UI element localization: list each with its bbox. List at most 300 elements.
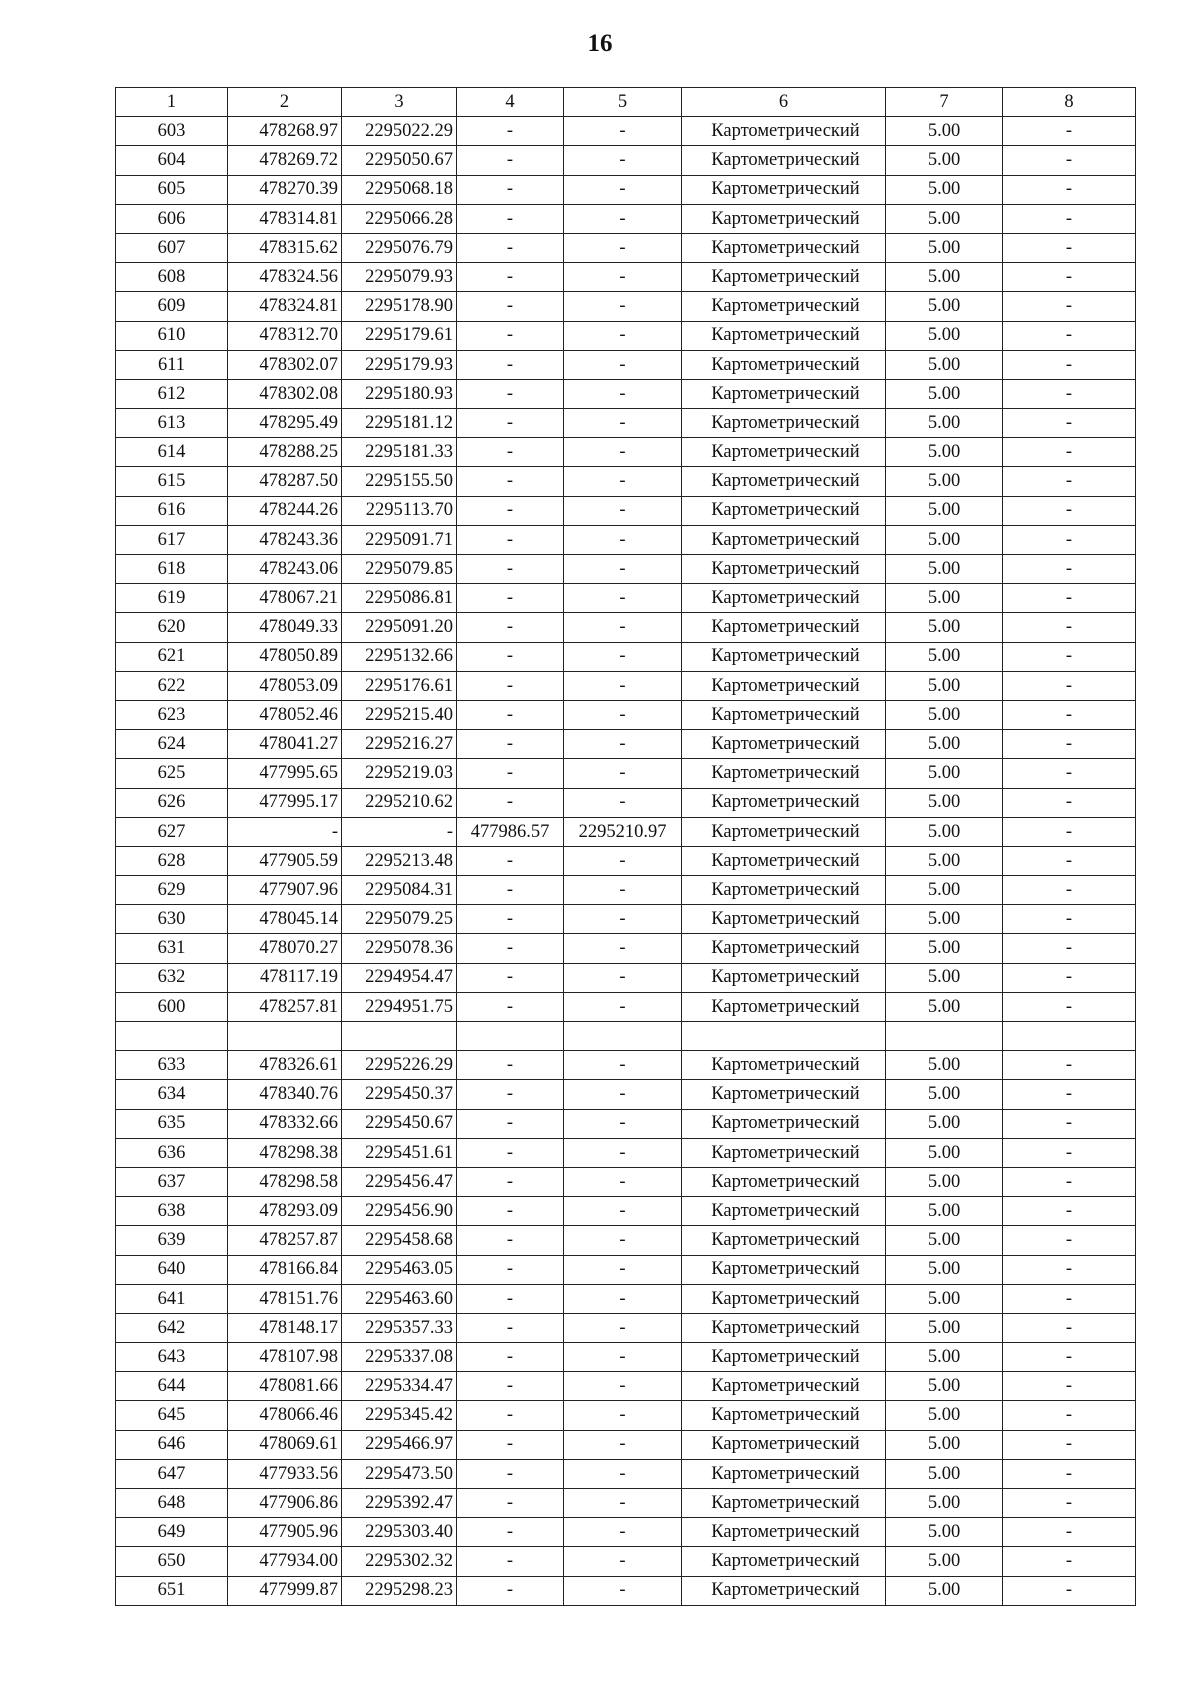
table-row [116,175,1136,204]
table-cell: - [457,671,564,700]
table-cell: 2295076.79 [342,233,457,262]
table-cell: 5.00 [886,963,1003,992]
table-cell: 5.00 [886,117,1003,146]
table-cell: Картометрический [682,1372,886,1401]
table-cell: 5.00 [886,613,1003,642]
table-cell: Картометрический [682,817,886,846]
table-cell: - [457,759,564,788]
table-cell: - [564,1313,682,1342]
table-cell: - [564,555,682,584]
table-cell: - [1003,555,1136,584]
table-cell: - [564,1401,682,1430]
table-cell: - [457,1138,564,1167]
table-cell: - [457,613,564,642]
table-cell: Картометрический [682,1109,886,1138]
table-cell: - [457,700,564,729]
table-cell: - [457,409,564,438]
table-cell: - [1003,175,1136,204]
table-cell: 625 [116,759,228,788]
table-cell: - [564,204,682,233]
table-cell: - [1003,1255,1136,1284]
table-cell: 640 [116,1255,228,1284]
table-cell: - [564,1284,682,1313]
table-cell: Картометрический [682,467,886,496]
table-cell: 5.00 [886,379,1003,408]
table-cell: - [1003,759,1136,788]
table-cell: 604 [116,146,228,175]
table-cell: - [457,321,564,350]
column-header: 3 [342,88,457,117]
table-cell: - [564,934,682,963]
table-cell: 608 [116,263,228,292]
table-row [116,1372,1136,1401]
table-cell: - [1003,1226,1136,1255]
table-row [116,1430,1136,1459]
table-cell: 5.00 [886,175,1003,204]
table-cell: 2295298.23 [342,1576,457,1605]
table-cell: - [564,1080,682,1109]
table-cell: 607 [116,233,228,262]
table-cell: 2295180.93 [342,379,457,408]
table-cell: Картометрический [682,963,886,992]
table-cell: 5.00 [886,1197,1003,1226]
table-cell: - [564,263,682,292]
table-cell: 5.00 [886,788,1003,817]
table-row [116,1313,1136,1342]
table-cell: - [1003,146,1136,175]
table-cell: - [457,584,564,613]
table-cell: Картометрический [682,876,886,905]
table-cell: Картометрический [682,555,886,584]
table-cell: 614 [116,438,228,467]
table-cell: - [1003,905,1136,934]
table-cell: - [1003,700,1136,729]
table-cell: Картометрический [682,233,886,262]
table-cell: - [564,321,682,350]
table-cell: 5.00 [886,1313,1003,1342]
table-cell: - [1003,1080,1136,1109]
table-cell: - [457,1372,564,1401]
table-cell: - [1003,1547,1136,1576]
table-cell: - [564,1547,682,1576]
table-cell: 630 [116,905,228,934]
table-cell: - [1003,817,1136,846]
table-cell: - [564,1430,682,1459]
table-row [116,1576,1136,1605]
table-cell: - [564,233,682,262]
table-cell: 478314.81 [228,204,342,233]
table-cell: - [457,846,564,875]
table-cell: 606 [116,204,228,233]
table-cell: - [1003,292,1136,321]
table-cell: - [564,584,682,613]
table-cell: 2295022.29 [342,117,457,146]
table-cell: 5.00 [886,525,1003,554]
table-cell: 5.00 [886,233,1003,262]
table-cell: 5.00 [886,292,1003,321]
table-cell: - [457,379,564,408]
table-cell: 477934.00 [228,1547,342,1576]
table-cell: 610 [116,321,228,350]
table-cell: Картометрический [682,204,886,233]
table-cell: - [1003,438,1136,467]
table-cell: Картометрический [682,496,886,525]
table-cell: 2295466.97 [342,1430,457,1459]
table-row [116,233,1136,262]
table-cell: 5.00 [886,1080,1003,1109]
table-cell: - [1003,730,1136,759]
table-cell: 2295050.67 [342,146,457,175]
table-cell: 2295215.40 [342,700,457,729]
table-cell: 2295451.61 [342,1138,457,1167]
table-cell: 648 [116,1489,228,1518]
table-cell: 2295213.48 [342,846,457,875]
table-cell: 478269.72 [228,146,342,175]
table-cell: Картометрический [682,1255,886,1284]
table-cell: Картометрический [682,1197,886,1226]
table-row [116,934,1136,963]
table-cell: 5.00 [886,992,1003,1021]
table-cell: Картометрический [682,146,886,175]
table-row [116,1401,1136,1430]
table-cell: - [564,496,682,525]
table-cell: - [564,467,682,496]
table-cell: 2295132.66 [342,642,457,671]
table-cell: - [228,817,342,846]
table-cell: 5.00 [886,1518,1003,1547]
table-cell: 478298.58 [228,1167,342,1196]
table-cell: - [1003,963,1136,992]
header-row [116,88,1136,117]
table-row [116,1080,1136,1109]
table-row [116,1197,1136,1226]
table-cell: 651 [116,1576,228,1605]
table-cell: 478312.70 [228,321,342,350]
table-cell: 2295210.97 [564,817,682,846]
table-cell: 2294951.75 [342,992,457,1021]
table-cell: 478107.98 [228,1343,342,1372]
table-cell: Картометрический [682,1430,886,1459]
table-cell: - [457,438,564,467]
table-separator-row [116,1022,1136,1051]
table-cell: 478324.81 [228,292,342,321]
table-cell: 611 [116,350,228,379]
table-row [116,1284,1136,1313]
table-cell: - [564,788,682,817]
table-cell: - [564,1255,682,1284]
table-cell: - [1003,934,1136,963]
table-cell: Картометрический [682,788,886,817]
table-cell: - [1003,117,1136,146]
table-cell: 2295176.61 [342,671,457,700]
table-cell: - [1003,204,1136,233]
table-cell: 612 [116,379,228,408]
table-row [116,1109,1136,1138]
table-cell: 636 [116,1138,228,1167]
table-cell: 650 [116,1547,228,1576]
separator-cell [228,1022,342,1051]
table-cell: 5.00 [886,584,1003,613]
table-cell: - [564,438,682,467]
table-row [116,963,1136,992]
table-cell: - [1003,1167,1136,1196]
table-row [116,263,1136,292]
table-cell: Картометрический [682,992,886,1021]
table-cell: 478151.76 [228,1284,342,1313]
table-cell: 5.00 [886,1284,1003,1313]
table-cell: Картометрический [682,1489,886,1518]
table-cell: 5.00 [886,1401,1003,1430]
table-cell: 478053.09 [228,671,342,700]
table-cell: 478069.61 [228,1430,342,1459]
table-cell: Картометрический [682,1343,886,1372]
table-cell: - [457,1518,564,1547]
table-cell: 632 [116,963,228,992]
table-cell: 5.00 [886,1226,1003,1255]
table-cell: - [457,1167,564,1196]
table-cell: - [564,759,682,788]
table-cell: 478244.26 [228,496,342,525]
table-cell: 631 [116,934,228,963]
table-cell: 477907.96 [228,876,342,905]
separator-cell [1003,1022,1136,1051]
table-cell: - [457,1459,564,1488]
table-cell: - [457,1051,564,1080]
table-cell: 621 [116,642,228,671]
table-cell: 5.00 [886,321,1003,350]
table-cell: 478243.36 [228,525,342,554]
table-cell: - [1003,350,1136,379]
table-cell: - [564,671,682,700]
table-cell: 5.00 [886,204,1003,233]
table-cell: - [457,934,564,963]
table-cell: 626 [116,788,228,817]
table-cell: 5.00 [886,555,1003,584]
table-cell: 627 [116,817,228,846]
table-cell: Картометрический [682,1459,886,1488]
table-cell: - [1003,263,1136,292]
table-cell: - [564,1372,682,1401]
table-cell: 2295219.03 [342,759,457,788]
table-cell: Картометрический [682,117,886,146]
table-cell: - [457,963,564,992]
table-cell: 5.00 [886,1255,1003,1284]
table-cell: - [1003,233,1136,262]
table-cell: 5.00 [886,1167,1003,1196]
table-cell: 478045.14 [228,905,342,934]
table-cell: - [457,1197,564,1226]
table-cell: 620 [116,613,228,642]
table-cell: - [564,1109,682,1138]
table-cell: - [564,700,682,729]
table-cell: - [1003,1372,1136,1401]
table-cell: - [564,992,682,1021]
table-cell: 2295179.93 [342,350,457,379]
table-cell: 639 [116,1226,228,1255]
table-cell: 2295456.47 [342,1167,457,1196]
table-cell: 5.00 [886,146,1003,175]
table-cell: - [457,1313,564,1342]
table-cell: Картометрический [682,1138,886,1167]
table-cell: - [564,905,682,934]
table-cell: 478287.50 [228,467,342,496]
table-row [116,555,1136,584]
table-row [116,1226,1136,1255]
table-row [116,409,1136,438]
table-cell: 2295086.81 [342,584,457,613]
table-cell: 2294954.47 [342,963,457,992]
table-row [116,1167,1136,1196]
table-cell: 478270.39 [228,175,342,204]
table-cell: 5.00 [886,496,1003,525]
coordinates-table [115,87,1136,1606]
table-cell: - [1003,379,1136,408]
table-cell: - [457,1255,564,1284]
table-cell: - [1003,613,1136,642]
table-row [116,788,1136,817]
table-cell: - [457,1109,564,1138]
table-row [116,584,1136,613]
table-cell: 2295084.31 [342,876,457,905]
table-cell: - [564,350,682,379]
table-cell: 5.00 [886,1372,1003,1401]
separator-cell [886,1022,1003,1051]
table-cell: 5.00 [886,350,1003,379]
table-row [116,117,1136,146]
table-cell: 5.00 [886,759,1003,788]
table-cell: - [457,175,564,204]
table-cell: - [564,730,682,759]
table-cell: 478295.49 [228,409,342,438]
table-cell: 2295079.25 [342,905,457,934]
table-cell: - [457,292,564,321]
table-cell: 478050.89 [228,642,342,671]
table-cell: 5.00 [886,876,1003,905]
table-cell: 478340.76 [228,1080,342,1109]
table-row [116,730,1136,759]
table-cell: 478332.66 [228,1109,342,1138]
table-cell: - [1003,1284,1136,1313]
table-cell: 2295178.90 [342,292,457,321]
table-cell: 5.00 [886,934,1003,963]
table-row [116,379,1136,408]
table-cell: 2295458.68 [342,1226,457,1255]
table-cell: 617 [116,525,228,554]
table-cell: 478066.46 [228,1401,342,1430]
table-cell: 2295210.62 [342,788,457,817]
table-cell: Картометрический [682,1313,886,1342]
column-header: 4 [457,88,564,117]
table-cell: - [564,876,682,905]
table-cell: 5.00 [886,905,1003,934]
table-cell: 2295345.42 [342,1401,457,1430]
table-cell: Картометрический [682,321,886,350]
table-cell: 478052.46 [228,700,342,729]
table-row [116,1518,1136,1547]
table-cell: - [1003,1430,1136,1459]
table-cell: - [457,1430,564,1459]
table-row [116,525,1136,554]
table-cell: 605 [116,175,228,204]
table-cell: - [564,846,682,875]
table-cell: 5.00 [886,700,1003,729]
table-cell: 622 [116,671,228,700]
column-header: 7 [886,88,1003,117]
table-cell: - [1003,584,1136,613]
table-cell: - [1003,1109,1136,1138]
table-cell: - [457,788,564,817]
table-cell: - [457,1284,564,1313]
table-cell: - [1003,788,1136,817]
separator-cell [682,1022,886,1051]
column-header: 8 [1003,88,1136,117]
table-cell: 2295456.90 [342,1197,457,1226]
table-cell: - [1003,525,1136,554]
table-cell: 478302.07 [228,350,342,379]
table-cell: - [1003,642,1136,671]
table-cell: 477906.86 [228,1489,342,1518]
table-cell: 634 [116,1080,228,1109]
table-cell: Картометрический [682,730,886,759]
table-cell: 2295091.20 [342,613,457,642]
table-row [116,671,1136,700]
table-cell: 2295450.37 [342,1080,457,1109]
table-cell: 616 [116,496,228,525]
table-cell: - [1003,1489,1136,1518]
table-cell: - [564,117,682,146]
table-cell: 2295303.40 [342,1518,457,1547]
table-cell: Картометрический [682,1401,886,1430]
table-row [116,846,1136,875]
table-cell: 2295181.12 [342,409,457,438]
table-cell: Картометрический [682,759,886,788]
table-cell: 600 [116,992,228,1021]
table-cell: 5.00 [886,1343,1003,1372]
table-cell: 478302.08 [228,379,342,408]
table-cell: 5.00 [886,438,1003,467]
table-row [116,700,1136,729]
table-row [116,1138,1136,1167]
table-row [116,438,1136,467]
table-cell: - [564,1051,682,1080]
table-cell: 478257.87 [228,1226,342,1255]
table-cell: Картометрический [682,350,886,379]
table-cell: - [564,175,682,204]
table-cell: - [1003,1343,1136,1372]
table-cell: - [457,1489,564,1518]
table-cell: 478148.17 [228,1313,342,1342]
table-cell: Картометрический [682,175,886,204]
table-cell: 629 [116,876,228,905]
table-cell: - [564,292,682,321]
table-row [116,817,1136,846]
table-cell: 477995.65 [228,759,342,788]
table-cell: 2295392.47 [342,1489,457,1518]
table-cell: 638 [116,1197,228,1226]
table-cell: - [1003,1138,1136,1167]
table-cell: - [1003,876,1136,905]
separator-cell [342,1022,457,1051]
table-cell: 637 [116,1167,228,1196]
column-header: 1 [116,88,228,117]
table-cell: 2295450.67 [342,1109,457,1138]
table-cell: - [1003,321,1136,350]
table-cell: 2295463.60 [342,1284,457,1313]
table-cell: - [564,1197,682,1226]
table-cell: Картометрический [682,292,886,321]
table-cell: Картометрический [682,934,886,963]
table-row [116,905,1136,934]
